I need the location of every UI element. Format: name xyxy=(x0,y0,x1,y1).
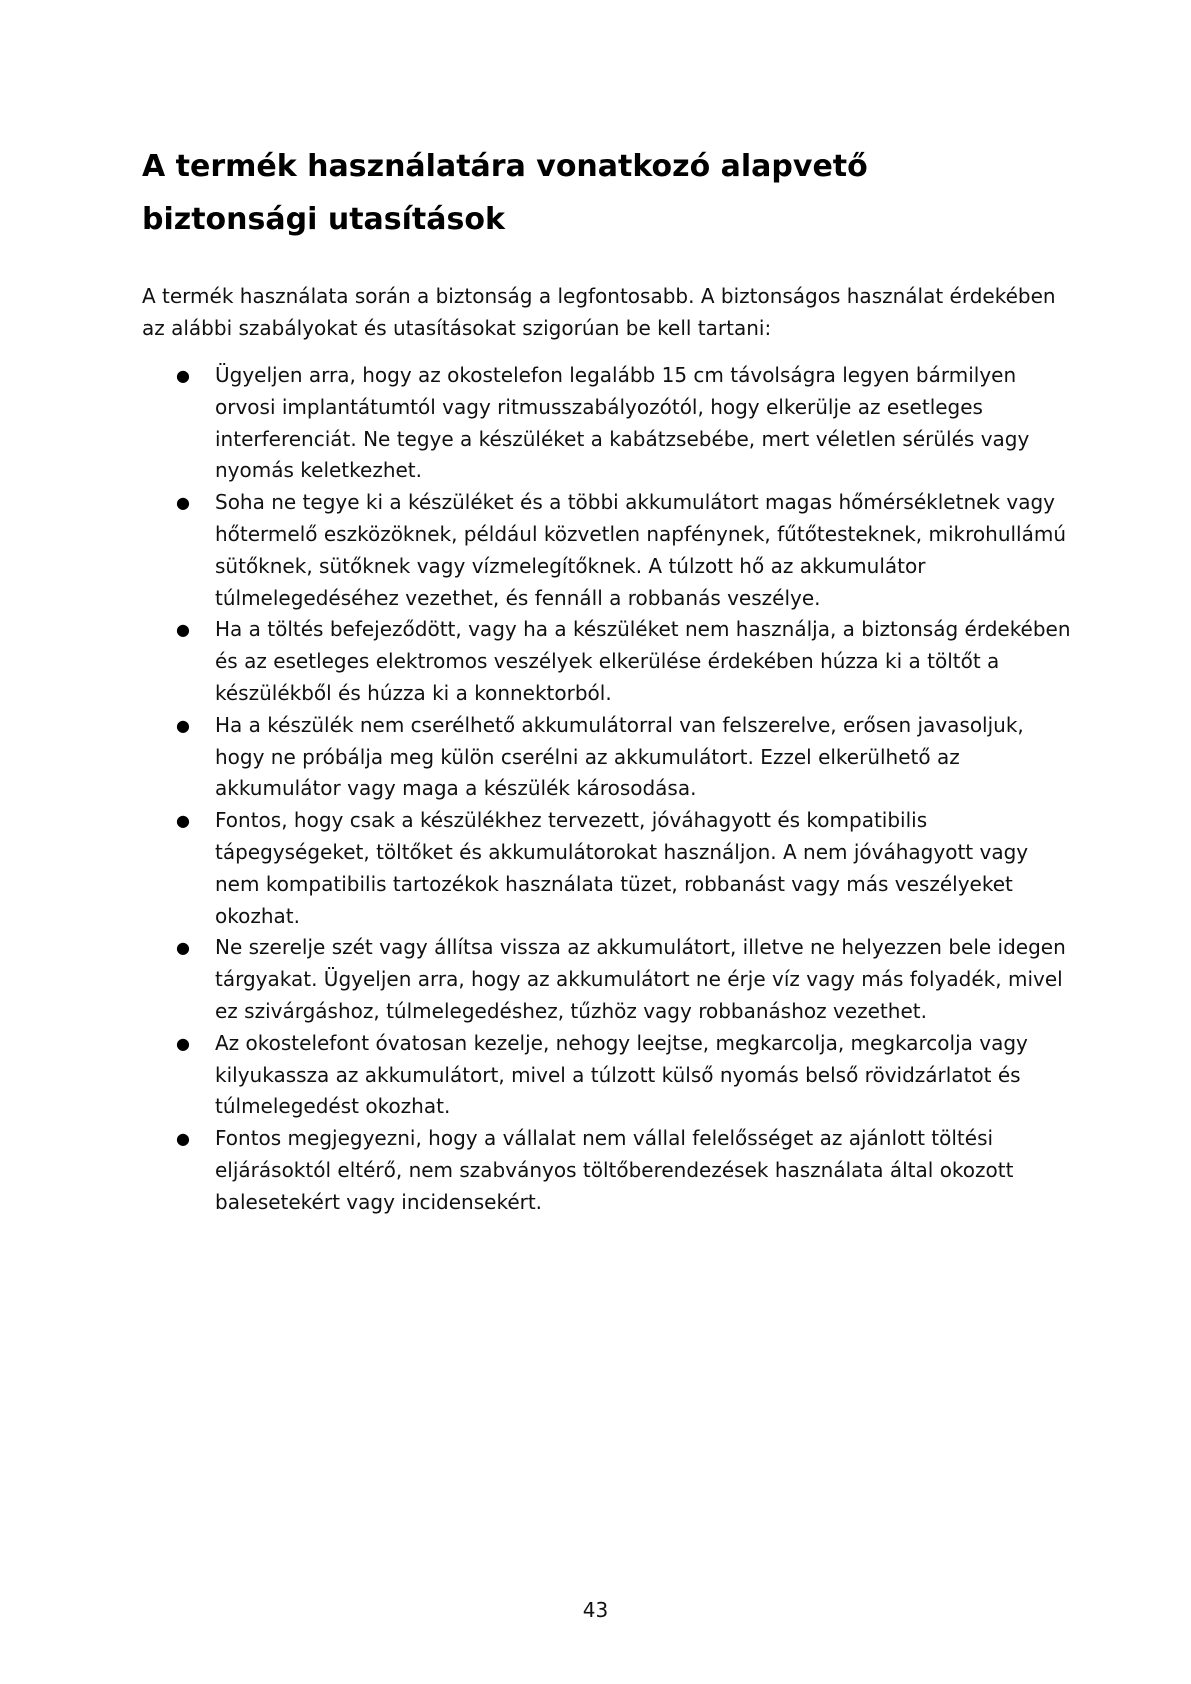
list-item xyxy=(142,710,1072,805)
rule-text: Az okostelefont óvatosan kezelje, nehogy leejtse, megkarcolja, megkarcolja vagy kilyukassza az akkumulátort, mivel a túlzott külső nyomás belső rövidzárlatot és túlmelegedést okozhat. xyxy=(215,1030,1028,1119)
list-item xyxy=(142,1123,1072,1218)
rule-text: Fontos, hogy csak a készülékhez tervezett, jóváhagyott és kompatibilis tápegységeket, töltőket és akkumulátorokat használjon. A nem jóváhagyott vagy nem kompatibilis tartozékok használata tüzet, robbanást vagy más veszélyeket okozhat. xyxy=(215,808,1029,928)
bullet-icon: ● xyxy=(176,715,190,735)
safety-rules-list xyxy=(142,360,1072,1219)
rule-text: Ügyeljen arra, hogy az okostelefon legalább 15 cm távolságra legyen bármilyen orvosi implantátumtól vagy ritmusszabályozótól, hogy elkerülje az esetleges interferenciát. Ne tegye a készüléket a kabátzsebébe, mert véletlen sérülés vagy nyomás keletkezhet. xyxy=(215,363,1030,483)
bullet-icon: ● xyxy=(176,620,190,640)
bullet-icon: ● xyxy=(176,811,190,831)
intro-paragraph: A termék használata során a biztonság a legfontosabb. A biztonságos használat érdekében az alábbi szabályokat és utasításokat szigorúan be kell tartani: xyxy=(142,284,1056,340)
list-item xyxy=(142,614,1072,709)
rule-text: Soha ne tegye ki a készüléket és a többi akkumulátort magas hőmérsékletnek vagy hőtermelő eszközöknek, például közvetlen napfénynek, fűtőtesteknek, mikrohullámú sütőknek, sütőknek vagy vízmelegítőknek. A túlzott hő az akkumulátor túlmelegedéséhez vezethet, és fennáll a robbanás veszélye. xyxy=(215,490,1067,610)
list-item xyxy=(142,1028,1072,1123)
list-item xyxy=(142,360,1072,487)
bullet-icon: ● xyxy=(176,1033,190,1053)
page-number: 43 xyxy=(582,1598,609,1622)
list-item xyxy=(142,932,1072,1027)
page-title: A termék használatára vonatkozó alapvető biztonsági utasítások xyxy=(142,149,868,237)
bullet-icon: ● xyxy=(176,366,190,385)
rule-text: Ne szerelje szét vagy állítsa vissza az akkumulátort, illetve ne helyezzen bele idegen tárgyakat. Ügyeljen arra, hogy az akkumulátort ne érje víz vagy más folyadék, mivel ez szivárgáshoz, túlmelegedéshez, tűzhöz vagy robbanáshoz vezethet. xyxy=(215,935,1066,1023)
rule-text: Fontos megjegyezni, hogy a vállalat nem vállal felelősséget az ajánlott töltési eljárásoktól eltérő, nem szabványos töltőberendezések használata által okozott balesetekért vagy incidensekért. xyxy=(215,1126,1014,1214)
rule-text: Ha a készülék nem cserélhető akkumulátorral van felszerelve, erősen javasoljuk, hogy ne próbálja meg külön cserélni az akkumulátort. Ezzel elkerülhető az akkumulátor vagy maga a készülék károsodása. xyxy=(215,712,1024,801)
bullet-icon: ● xyxy=(176,493,190,513)
list-item xyxy=(142,487,1072,614)
bullet-icon: ● xyxy=(176,1129,190,1149)
bullet-icon: ● xyxy=(176,938,190,958)
list-item xyxy=(142,805,1072,932)
rule-text: Ha a töltés befejeződött, vagy ha a készüléket nem használja, a biztonság érdekében és az esetleges elektromos veszélyek elkerülése érdekében húzza ki a töltőt a készülékből és húzza ki a konnektorból. xyxy=(215,617,1071,705)
